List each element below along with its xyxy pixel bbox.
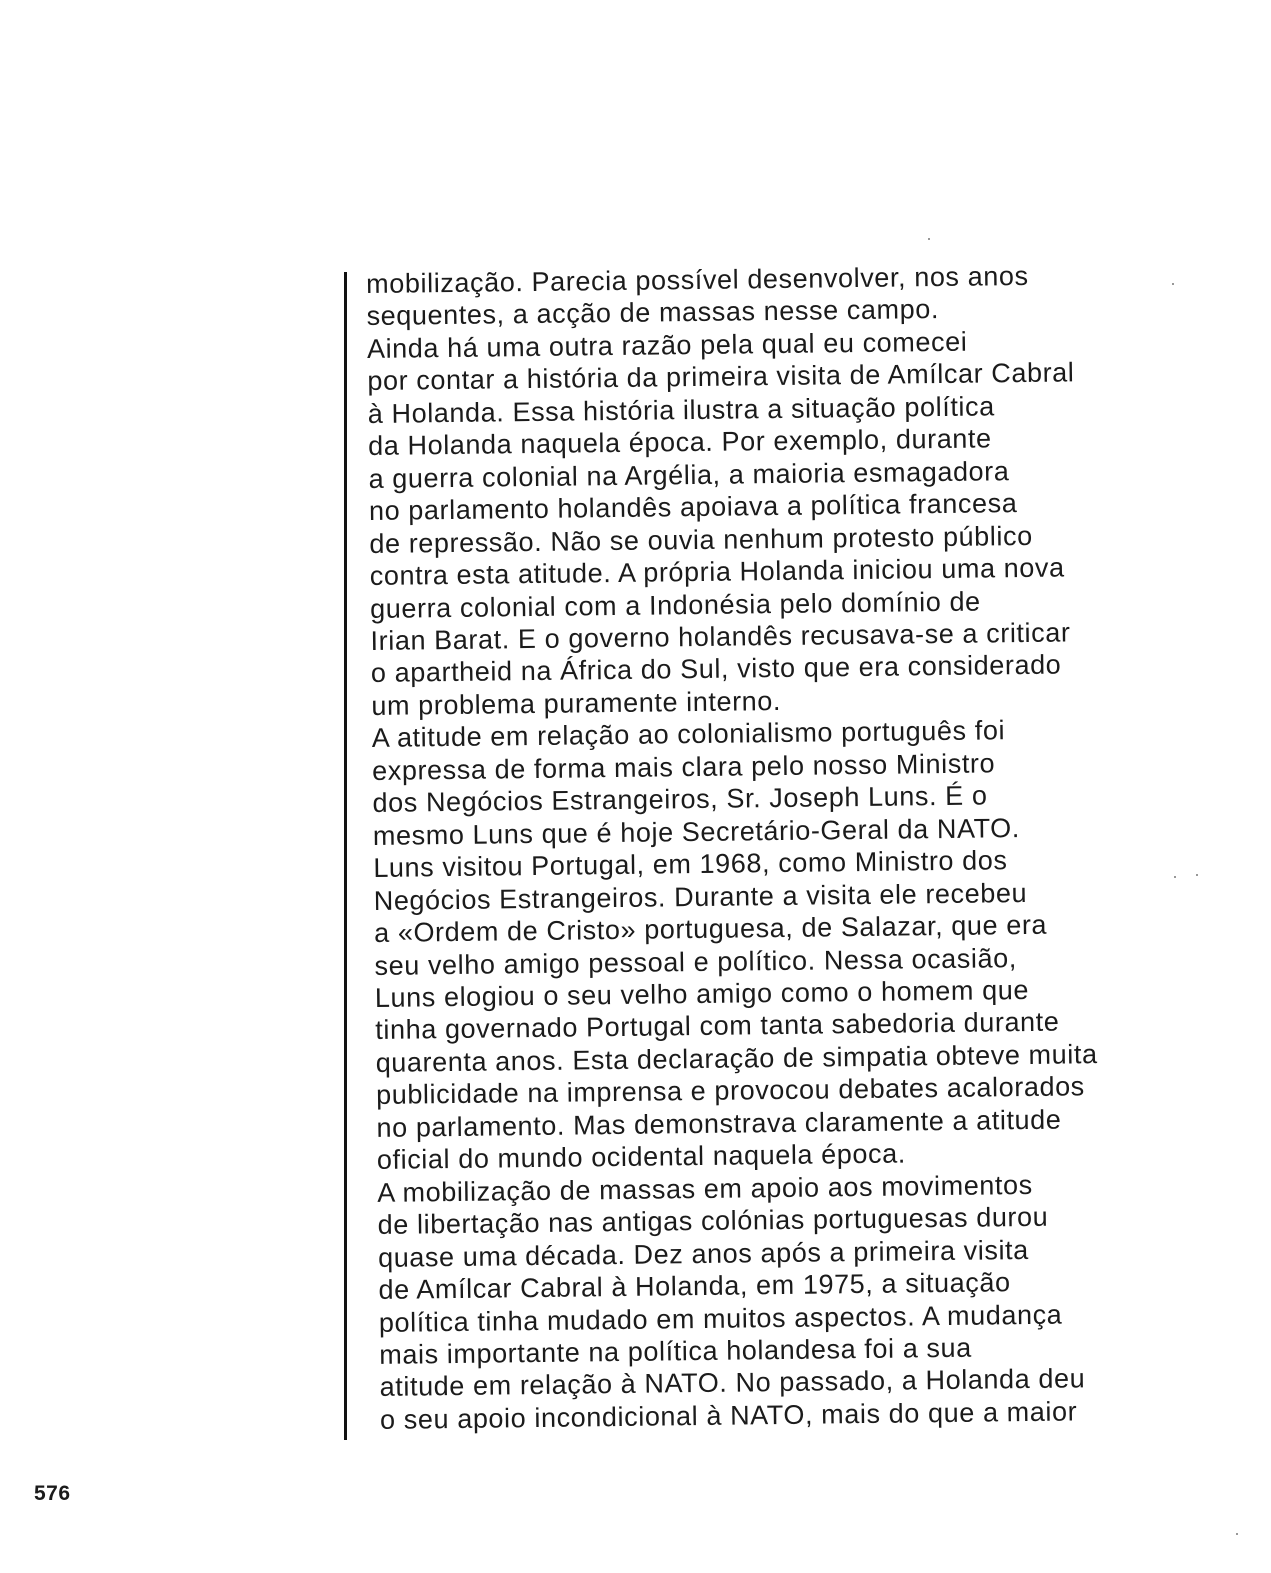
text-line: quarenta anos. Esta declaração de simpatia obteve muita: [375, 1038, 1098, 1078]
text-line: à Holanda. Essa história ilustra a situação política: [367, 391, 995, 429]
text-line: publicidade na imprensa e provocou debates acalorados: [375, 1071, 1086, 1111]
text-line: oficial do mundo ocidental naquela época.: [376, 1138, 907, 1176]
text-line: o apartheid na África do Sul, visto que era considerado: [370, 649, 1062, 689]
text-line: Negócios Estrangeiros. Durante a visita ele recebeu: [373, 877, 1028, 916]
text-line: da Holanda naquela época. Por exemplo, durante: [367, 423, 992, 462]
text-line: de libertação nas antigas colónias portuguesas durou: [377, 1201, 1049, 1241]
text-line: Irian Barat. E o governo holandês recusava-se a criticar: [370, 617, 1071, 656]
text-line: política tinha mudado em muitos aspectos. A mudança: [378, 1299, 1063, 1338]
scan-speck: [1174, 876, 1176, 878]
text-line: por contar a história da primeira visita de Amílcar Cabral: [367, 357, 1075, 397]
text-line: quase uma década. Dez anos após a primeira visita: [377, 1234, 1029, 1273]
scan-speck: [928, 238, 930, 240]
text-line: Luns visitou Portugal, em 1968, como Ministro dos: [373, 845, 1008, 884]
text-line: seu velho amigo pessoal e político. Nessa ocasião,: [374, 942, 1018, 981]
text-line: um problema puramente interno.: [371, 685, 782, 721]
text-line: a guerra colonial na Argélia, a maioria esmagadora: [368, 455, 1010, 494]
text-line: de repressão. Não se ouvia nenhum protesto público: [369, 520, 1033, 559]
text-line: dos Negócios Estrangeiros, Sr. Joseph Luns. É o: [372, 780, 988, 819]
scan-speck: [1236, 1533, 1238, 1535]
text-line: Luns elogiou o seu velho amigo como o homem que: [374, 974, 1030, 1013]
text-line: atitude em relação à NATO. No passado, a Holanda deu: [379, 1363, 1086, 1403]
scan-speck: [1196, 874, 1198, 876]
text-line: de Amílcar Cabral à Holanda, em 1975, a situação: [378, 1267, 1011, 1305]
text-line: no parlamento holandês apoiava a política francesa: [368, 488, 1018, 527]
text-line: expressa de forma mais clara pelo nosso Ministro: [371, 748, 996, 786]
text-line: A mobilização de massas em apoio aos movimentos: [377, 1169, 1033, 1208]
text-line: mais importante na política holandesa foi a sua: [379, 1332, 972, 1370]
scan-speck: [1172, 283, 1174, 285]
body-text: [366, 257, 1240, 1436]
text-line: mobilização. Parecia possível desenvolver, nos anos: [366, 260, 1029, 299]
text-line: no parlamento. Mas demonstrava claramente a atitude: [376, 1104, 1062, 1143]
text-line: Ainda há uma outra razão pela qual eu comecei: [366, 326, 968, 364]
page-number: 576: [34, 1482, 71, 1505]
text-line: sequentes, a acção de massas nesse campo.: [366, 294, 940, 332]
text-line: A atitude em relação ao colonialismo português foi: [371, 715, 1006, 754]
margin-rule: [344, 272, 347, 1440]
text-line: a «Ordem de Cristo» portuguesa, de Salazar, que era: [373, 909, 1048, 949]
text-line: contra esta atitude. A própria Holanda iniciou uma nova: [369, 552, 1065, 592]
text-line: mesmo Luns que é hoje Secretário-Geral da NATO.: [372, 812, 1021, 851]
text-line: guerra colonial com a Indonésia pelo domínio de: [369, 586, 981, 624]
text-line: tinha governado Portugal com tanta sabedoria durante: [375, 1007, 1060, 1046]
text-line: o seu apoio incondicional à NATO, mais do que a maior: [379, 1396, 1078, 1435]
